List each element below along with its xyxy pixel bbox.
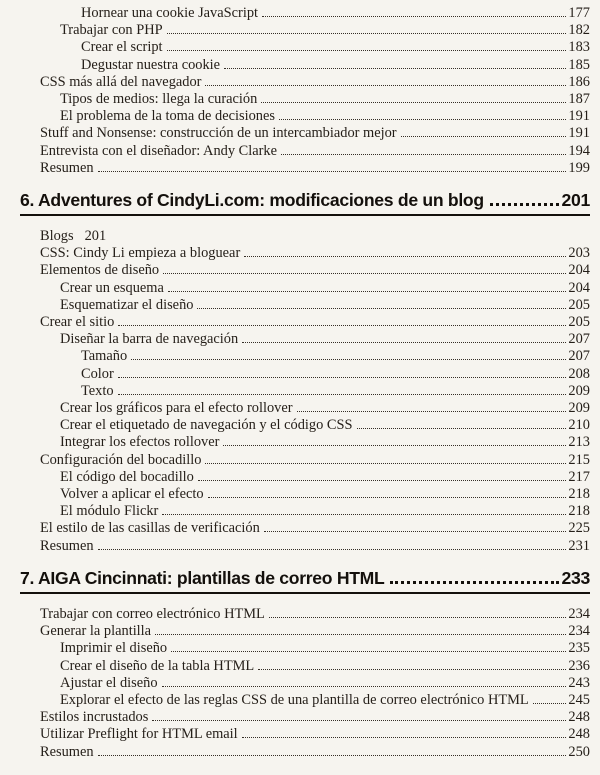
toc-entry [60, 417, 590, 434]
entry-label: Crear los gráficos para el efecto rollover [60, 400, 293, 417]
entry-page-number: 215 [568, 451, 590, 468]
toc-entry [60, 503, 590, 520]
dot-leader-icon [262, 16, 566, 17]
entry-label: Blogs [40, 228, 74, 245]
entry-label: El módulo Flickr [60, 503, 159, 520]
dot-leader-icon [205, 463, 566, 464]
entry-label: Diseñar la barra de navegación [60, 331, 239, 348]
entry-page-number: 205 [568, 314, 590, 331]
entry-page-number: 185 [568, 56, 590, 73]
dot-leader-icon [261, 102, 566, 103]
toc-entry [60, 434, 590, 451]
chapter-page-number: 233 [561, 567, 590, 588]
entry-page-number: 248 [568, 726, 590, 743]
toc-entry [40, 520, 590, 537]
toc-entry [60, 486, 590, 503]
entry-label: Crear un esquema [60, 279, 164, 296]
entry-label: Crear el sitio [40, 314, 115, 331]
dot-leader-icon [223, 445, 566, 446]
entry-page-number: 204 [568, 262, 590, 279]
toc-entry [40, 452, 590, 469]
entry-label: Resumen [40, 159, 94, 176]
entry-label: Trabajar con correo electrónico HTML [40, 605, 265, 622]
entry-page-number: 218 [568, 486, 590, 503]
toc-entry [81, 39, 590, 56]
entry-page-number: 213 [568, 434, 590, 451]
entry-label: Utilizar Preflight for HTML email [40, 726, 238, 743]
chapter-page-number: 201 [561, 190, 590, 211]
chapter-heading [20, 190, 590, 216]
dot-leader-icon [297, 411, 567, 412]
toc-entry [60, 22, 590, 39]
toc-entry [81, 5, 590, 22]
entry-page-number: 208 [568, 365, 590, 382]
chapter-dot-leader-icon [390, 581, 558, 584]
dot-leader-icon [242, 342, 566, 343]
entry-page-number: 204 [568, 279, 590, 296]
entry-label: Texto [81, 382, 114, 399]
entry-label: Esquematizar el diseño [60, 296, 194, 313]
dot-leader-icon [98, 549, 567, 550]
toc-entry [81, 57, 590, 74]
entry-page-number: 234 [568, 623, 590, 640]
entry-page-number: 199 [568, 159, 590, 176]
toc-entry-group [20, 228, 590, 555]
entry-label: Configuración del bocadillo [40, 451, 202, 468]
dot-leader-icon [533, 703, 567, 704]
entry-page-number: 209 [568, 400, 590, 417]
toc-entry [40, 726, 590, 743]
toc-entry [40, 623, 590, 640]
entry-label: El problema de la toma de decisiones [60, 108, 275, 125]
entry-page-number: 191 [568, 108, 590, 125]
dot-leader-icon [131, 359, 566, 360]
entry-page-number: 177 [568, 5, 590, 21]
entry-page-number: 182 [568, 22, 590, 39]
dot-leader-icon [281, 154, 566, 155]
dot-leader-icon [205, 85, 566, 86]
toc-entry [40, 314, 590, 331]
toc-entry [60, 675, 590, 692]
chapter-rule [20, 214, 590, 216]
dot-leader-icon [98, 755, 567, 756]
entry-label: Generar la plantilla [40, 623, 152, 640]
entry-page-number: 191 [568, 125, 590, 142]
entry-label: El código del bocadillo [60, 468, 194, 485]
entry-label: Crear el diseño de la tabla HTML [60, 657, 255, 674]
toc-entry [40, 744, 590, 761]
entry-page-number: 205 [568, 296, 590, 313]
entry-page-number: 218 [568, 503, 590, 520]
toc-entry-group [20, 5, 590, 177]
toc-entry [81, 348, 590, 365]
entry-page-number: 236 [568, 657, 590, 674]
dot-leader-icon [118, 325, 566, 326]
chapter-rule [20, 592, 590, 594]
toc-entry [40, 125, 590, 142]
dot-leader-icon [242, 737, 567, 738]
toc-entry [60, 400, 590, 417]
entry-label: CSS: Cindy Li empieza a bloguear [40, 245, 241, 262]
dot-leader-icon [167, 50, 567, 51]
entry-label: Crear el etiquetado de navegación y el código CSS [60, 417, 353, 434]
dot-leader-icon [171, 651, 566, 652]
entry-page-number: 186 [568, 73, 590, 90]
toc-entry [60, 469, 590, 486]
entry-page-number: 209 [568, 382, 590, 399]
toc-sections [20, 5, 590, 761]
dot-leader-icon [244, 256, 566, 257]
entry-page-number: 250 [568, 743, 590, 760]
dot-leader-icon [264, 531, 567, 532]
entry-page-number: 207 [568, 331, 590, 348]
entry-label: Color [81, 365, 114, 382]
dot-leader-icon [224, 68, 566, 69]
chapter-heading-row [20, 190, 590, 210]
entry-label: Resumen [40, 743, 94, 760]
entry-page-number: 201 [84, 228, 107, 245]
toc-entry [81, 383, 590, 400]
dot-leader-icon [208, 497, 567, 498]
dot-leader-icon [163, 273, 566, 274]
toc-entry [40, 74, 590, 91]
dot-leader-icon [155, 634, 566, 635]
toc-entry [60, 331, 590, 348]
entry-label: Integrar los efectos rollover [60, 434, 220, 451]
dot-leader-icon [98, 171, 567, 172]
entry-label: Hornear una cookie JavaScript [81, 5, 259, 21]
chapter-heading-row [20, 568, 590, 588]
dot-leader-icon [269, 617, 567, 618]
dot-leader-icon [197, 308, 566, 309]
entry-page-number: 210 [568, 417, 590, 434]
entry-label: El estilo de las casillas de verificación [40, 520, 260, 537]
chapter-title: 6. Adventures of CindyLi.com: modificaciones de un blog [20, 190, 484, 211]
entry-page-number: 217 [568, 468, 590, 485]
toc-entry [81, 366, 590, 383]
dot-leader-icon [401, 136, 567, 137]
dot-leader-icon [258, 669, 566, 670]
toc-entry [40, 143, 590, 160]
dot-leader-icon [118, 394, 567, 395]
dot-leader-icon [162, 514, 566, 515]
entry-page-number: 183 [568, 39, 590, 56]
toc-entry [40, 606, 590, 623]
entry-page-number: 248 [568, 709, 590, 726]
chapter-dot-leader-icon [490, 203, 559, 206]
entry-label: Stuff and Nonsense: construcción de un intercambiador mejor [40, 125, 397, 142]
entry-label: Tipos de medios: llega la curación [60, 91, 258, 108]
dot-leader-icon [357, 428, 567, 429]
dot-leader-icon [162, 686, 567, 687]
entry-page-number: 245 [568, 691, 590, 708]
entry-page-number: 187 [568, 91, 590, 108]
chapter-heading [20, 568, 590, 594]
entry-page-number: 225 [568, 520, 590, 537]
entry-page-number: 234 [568, 605, 590, 622]
entry-label: Volver a aplicar el efecto [60, 486, 204, 503]
toc-entry [40, 228, 590, 245]
toc-entry [60, 640, 590, 657]
toc-entry [40, 709, 590, 726]
entry-label: Crear el script [81, 39, 163, 56]
toc-entry [40, 245, 590, 262]
entry-label: Elementos de diseño [40, 262, 160, 279]
toc-entry [60, 692, 590, 709]
toc-entry [40, 160, 590, 177]
toc-entry [60, 280, 590, 297]
entry-label: CSS más allá del navegador [40, 73, 202, 90]
entry-page-number: 235 [568, 640, 590, 657]
toc-entry [60, 91, 590, 108]
entry-label: Estilos incrustados [40, 709, 149, 726]
entry-label: Degustar nuestra cookie [81, 56, 221, 73]
entry-label: Tamaño [81, 348, 128, 365]
toc-entry [40, 538, 590, 555]
toc-entry [40, 262, 590, 279]
entry-page-number: 203 [568, 245, 590, 262]
dot-leader-icon [198, 480, 567, 481]
entry-page-number: 231 [568, 537, 590, 554]
entry-page-number: 207 [568, 348, 590, 365]
toc-entry [60, 658, 590, 675]
dot-leader-icon [167, 33, 567, 34]
entry-label: Imprimir el diseño [60, 640, 168, 657]
entry-label: Trabajar con PHP [60, 22, 163, 39]
entry-label: Explorar el efecto de las reglas CSS de una plantilla de correo electrónico HTML [60, 691, 529, 708]
toc-entry [60, 297, 590, 314]
dot-leader-icon [152, 720, 566, 721]
chapter-title: 7. AIGA Cincinnati: plantillas de correo HTML [20, 567, 385, 588]
entry-label: Entrevista con el diseñador: Andy Clarke [40, 142, 277, 159]
dot-leader-icon [168, 291, 567, 292]
toc-entry [60, 108, 590, 125]
entry-page-number: 194 [568, 142, 590, 159]
entry-label: Resumen [40, 537, 94, 554]
dot-leader-icon [279, 119, 566, 120]
entry-label: Ajustar el diseño [60, 674, 158, 691]
dot-leader-icon [118, 377, 567, 378]
entry-page-number: 243 [568, 674, 590, 691]
toc-entry-group [20, 606, 590, 761]
